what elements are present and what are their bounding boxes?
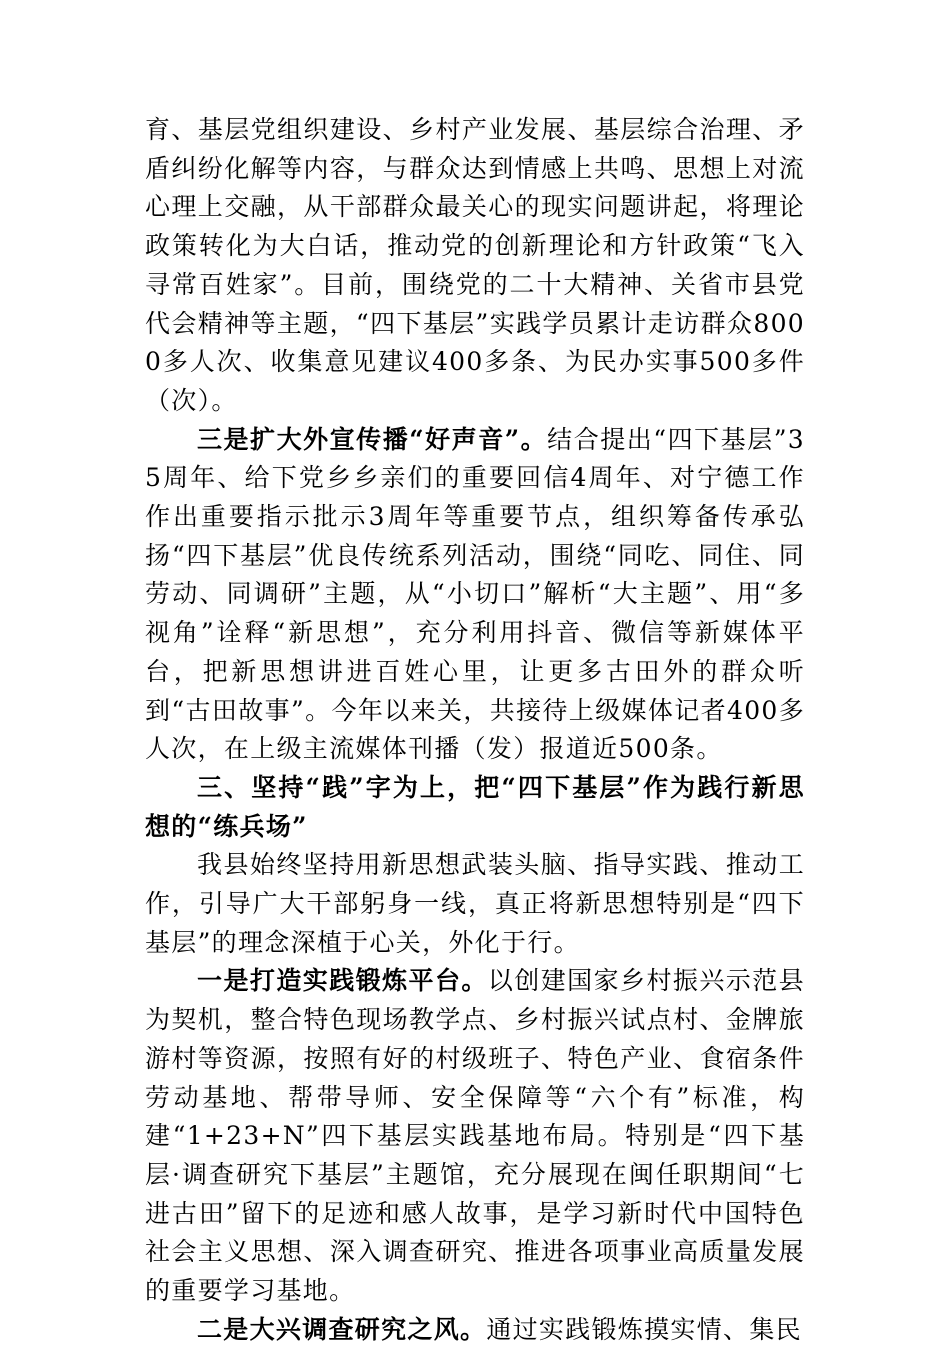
paragraph-4	[145, 962, 805, 1310]
paragraph-2-lead: 三是扩大外宣传播“好声音”。	[197, 424, 548, 454]
paragraph-4-text: 以创建国家乡村振兴示范县为契机，整合特色现场教学点、乡村振兴试点村、金牌旅游村等资源，按照有好的村级班子、特色产业、食宿条件劳动基地、帮带导师、安全保障等“六个有”标准，构建“1+23+N”四下基层实践基地布局。特别是“四下基层·调查研究下基层”主题馆，充分展现在闽任职期间“七进古田”留下的足迹和感人故事，是学习新时代中国特色社会主义思想、深入调查研究、推进各项事业高质量发展的重要学习基地。	[145, 966, 805, 1306]
paragraph-1-text: 育、基层党组织建设、乡村产业发展、基层综合治理、矛盾纠纷化解等内容，与群众达到情感上共鸣、思想上对流心理上交融，从干部群众最关心的现实问题讲起，将理论政策转化为大白话，推动党的创新理论和方针政策“飞入寻常百姓家”。目前，围绕党的二十大精神、关省市县党代会精神等主题，“四下基层”实践学员累计走访群众8000多人次、收集意见建议400多条、为民办实事500多件（次）。	[145, 115, 805, 415]
document-page	[145, 111, 805, 1350]
section-heading-text: 三、坚持“践”字为上，把“四下基层”作为践行新思想的“练兵场”	[145, 772, 805, 841]
paragraph-4-lead: 一是打造实践锻炼平台。	[197, 966, 488, 996]
paragraph-3-text: 我县始终坚持用新思想武装头脑、指导实践、推动工作，引导广大干部躬身一线，真正将新思想特别是“四下基层”的理念深植于心关，外化于行。	[145, 850, 805, 957]
paragraph-5-text: 通过实践锻炼摸实情、集民	[486, 1314, 802, 1344]
paragraph-1	[145, 111, 805, 421]
paragraph-5-lead: 二是大兴调查研究之风。	[197, 1314, 487, 1344]
paragraph-2	[145, 421, 805, 769]
paragraph-2-text: 结合提出“四下基层”35周年、给下党乡乡亲们的重要回信4周年、对宁德工作作出重要指示批示3周年等重要节点，组织筹备传承弘扬“四下基层”优良传统系列活动，围绕“同吃、同住、同劳动、同调研”主题，从“小切口”解析“大主题”、用“多视角”诠释“新思想”，充分利用抖音、微信等新媒体平台，把新思想讲进百姓心里，让更多古田外的群众听到“古田故事”。今年以来关，共接待上级媒体记者400多人次，在上级主流媒体刊播（发）报道近500条。	[145, 424, 805, 764]
section-heading	[145, 769, 805, 846]
paragraph-3	[145, 846, 805, 962]
